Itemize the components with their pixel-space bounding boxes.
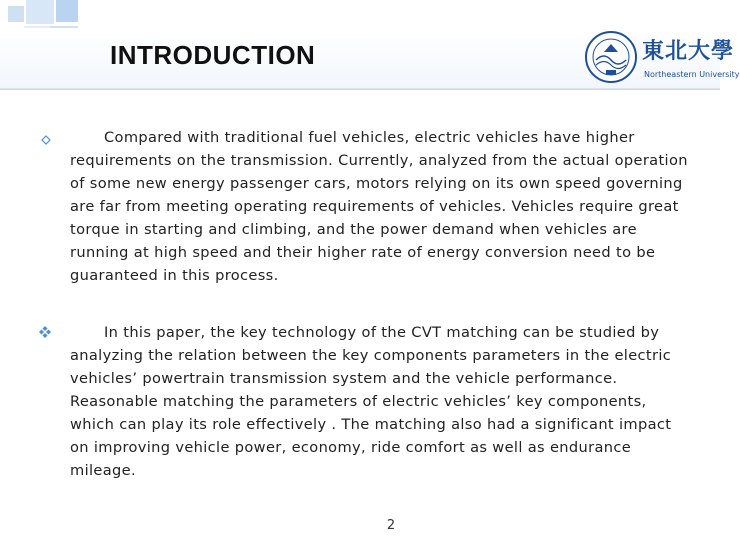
decor-square (56, 0, 78, 22)
header-divider (0, 89, 720, 90)
quad-diamond-bullet-icon (39, 326, 51, 338)
diamond-bullet-icon (40, 134, 52, 146)
paragraph-2: In this paper, the key technology of the CVT matching can be studied by analyzing the relation between the key components parameters in the electric vehicles’ powertrain transmission system and the vehicle performance. Reasonable matching the parameters of electric vehicles’ key components, which can play its role effectively . The matching also had a significant impact on improving vehicle power, economy, ride comfort as well as endurance mileage. (70, 324, 672, 479)
page-number: 2 (386, 518, 396, 533)
paragraph-1: Compared with traditional fuel vehicles, electric vehicles have higher requirements on the transmission. Currently, analyzed from the actual operation of some new energy passenger cars, motors relying on its own speed governing are far from meeting operating requirements of vehicles. Vehicles require great torque in starting and climbing, and the power demand when vehicles are running at high speed and their higher rate of energy conversion need to be guaranteed in this process. (70, 129, 688, 284)
decor-square (8, 6, 24, 22)
university-seal-icon (584, 30, 638, 84)
logo-chinese-name: 東北大學 (642, 38, 735, 64)
logo-english-name: Northeastern University (644, 70, 740, 79)
slide-title: INTRODUCTION (110, 40, 316, 70)
university-logo (584, 30, 740, 86)
decor-square (26, 0, 54, 24)
